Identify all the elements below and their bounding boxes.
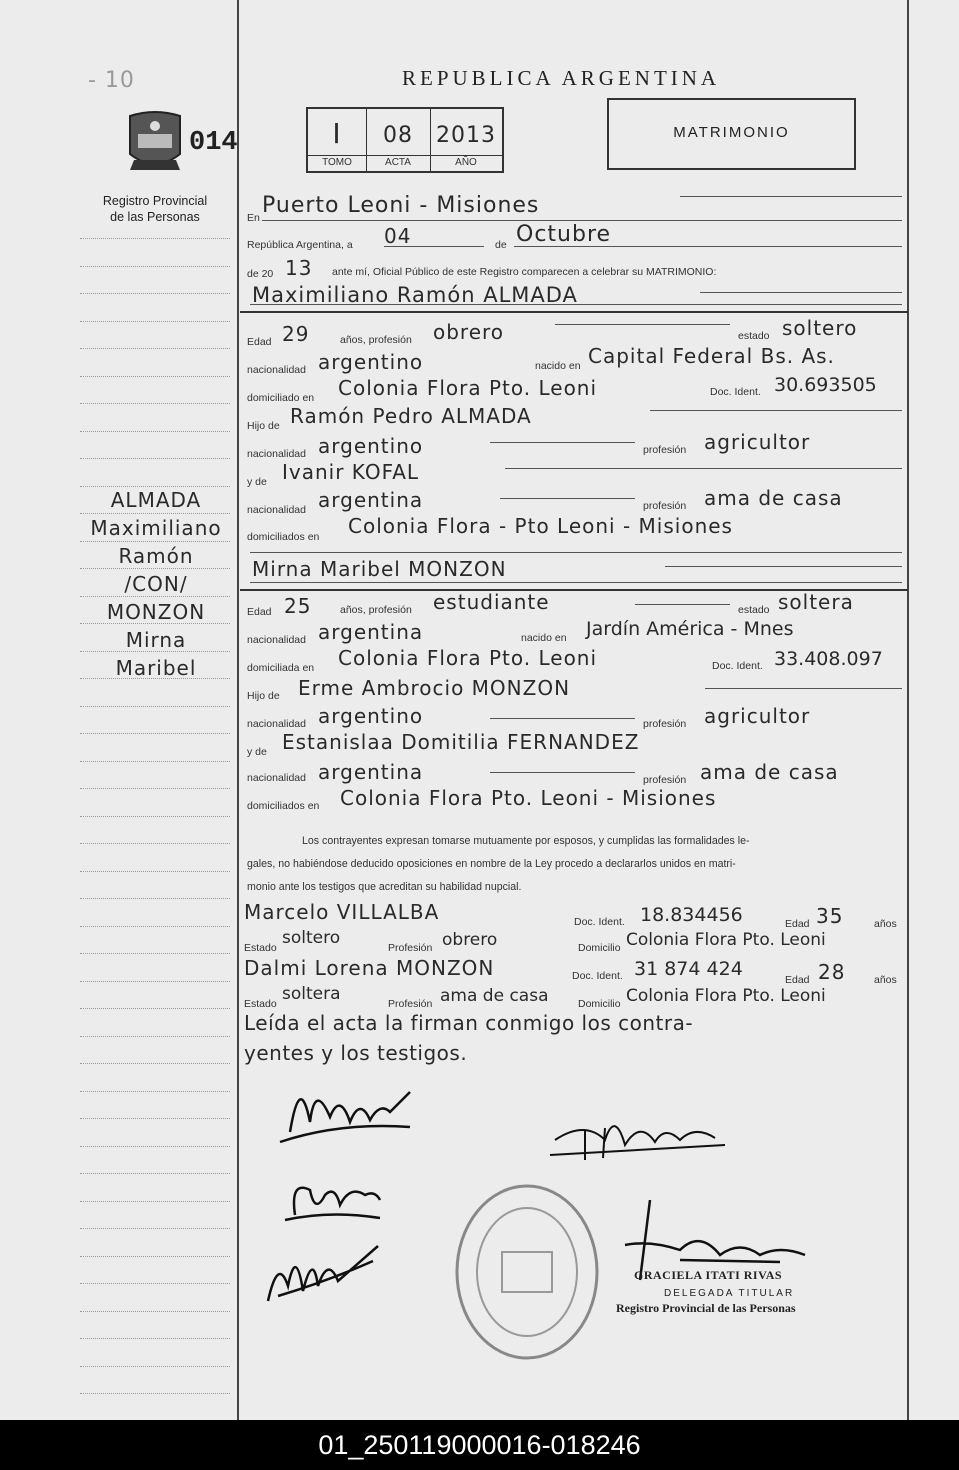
label-profesion: Profesión — [388, 942, 433, 954]
label-edad: Edad — [247, 336, 272, 348]
margin-note — [76, 486, 236, 682]
margin-ruled-line — [80, 1063, 230, 1064]
label-domiciliados: domiciliados en — [247, 531, 320, 543]
label-de: de — [495, 239, 507, 251]
bride-estado: soltera — [778, 590, 854, 614]
label-domiciliado: domiciliado en — [247, 392, 315, 404]
margin-ruled-line — [80, 348, 230, 349]
groom-parents-domicilio: Colonia Flora - Pto Leoni - Misiones — [348, 514, 733, 538]
ano-value: 2013 — [436, 123, 496, 148]
tomo-label: TOMO — [322, 157, 352, 168]
margin-ruled-line — [80, 1036, 230, 1037]
witness1-name: Marcelo VILLALBA — [244, 900, 440, 924]
acta-value: 08 — [383, 123, 413, 148]
intro-year-suffix: 13 — [285, 256, 313, 280]
label-doc: Doc. Ident. — [710, 386, 761, 398]
declaration-line: gales, no habiéndose deducido oposiciones en nombre de la Ley procedo a declararlos unidos en matri- — [247, 858, 736, 870]
intro-text: ante mí, Oficial Público de este Registro comparecen a celebrar su MATRIMONIO: — [332, 266, 717, 278]
tomo-value: I — [332, 117, 342, 150]
groom-estado: soltero — [782, 316, 858, 340]
margin-note-line: Maximiliano — [90, 516, 222, 540]
label-estado: estado — [738, 604, 770, 616]
groom-father: Ramón Pedro ALMADA — [290, 404, 532, 428]
margin-ruled-line — [80, 761, 230, 762]
act-type-box — [607, 98, 856, 170]
label-anos: años — [874, 918, 897, 930]
registry-name-line1: Registro Provincial — [102, 194, 208, 208]
label-nacionalidad: nacionalidad — [247, 634, 306, 646]
groom-father-profesion: agricultor — [704, 430, 811, 454]
margin-ruled-line — [80, 1173, 230, 1174]
margin-ruled-line — [80, 926, 230, 927]
bride-nacido-en: Jardín América - Mnes — [586, 618, 794, 640]
groom-mother-nacionalidad: argentina — [318, 488, 424, 512]
official-org: Registro Provincial de las Personas — [616, 1301, 796, 1315]
closing-line: Leída el acta la firman conmigo los contra- — [244, 1011, 694, 1035]
groom-nacionalidad: argentino — [318, 350, 424, 374]
label-profesion: profesión — [643, 718, 687, 730]
label-anos-profesion: años, profesión — [340, 334, 412, 346]
margin-ruled-line — [80, 238, 230, 239]
intro-place: Puerto Leoni - Misiones — [262, 193, 540, 218]
groom-domicilio: Colonia Flora Pto. Leoni — [338, 376, 598, 400]
witness2-domicilio: Colonia Flora Pto. Leoni — [626, 986, 826, 1006]
label-estado: estado — [738, 330, 770, 342]
intro-month: Octubre — [516, 222, 612, 247]
bride-mother-nacionalidad: argentina — [318, 760, 424, 784]
witness2-doc: 31 874 424 — [634, 958, 743, 980]
margin-ruled-line — [80, 843, 230, 844]
groom-separator — [240, 311, 908, 313]
groom-name: Maximiliano Ramón ALMADA — [252, 283, 578, 307]
signature-witness2 — [258, 1236, 388, 1311]
label-edad: Edad — [785, 918, 810, 930]
country-heading: REPUBLICA ARGENTINA — [402, 66, 721, 90]
closing-text — [244, 1008, 693, 1068]
signature-witness1 — [280, 1170, 390, 1230]
margin-ruled-line — [80, 1311, 230, 1312]
margin-ruled-line — [80, 1393, 230, 1394]
label-profesion: profesión — [643, 774, 687, 786]
margin-note-line: /CON/ — [124, 572, 188, 596]
registry-number: 014 — [189, 128, 238, 158]
label-doc: Doc. Ident. — [572, 970, 623, 982]
bride-doc: 33.408.097 — [774, 648, 883, 670]
label-domicilio: Domicilio — [578, 942, 621, 954]
margin-note-line: Maribel — [115, 656, 197, 680]
closing-line: yentes y los testigos. — [244, 1041, 468, 1065]
label-hijo: Hijo de — [247, 420, 280, 432]
groom-profesion: obrero — [433, 320, 505, 344]
bride-mother-profesion: ama de casa — [700, 760, 839, 784]
margin-note-line: Ramón — [118, 544, 194, 568]
label-nacido: nacido en — [521, 632, 567, 644]
margin-note-line: Mirna — [125, 628, 187, 652]
act-type: MATRIMONIO — [673, 124, 790, 141]
label-anos-profesion: años, profesión — [340, 604, 412, 616]
margin-ruled-line — [80, 871, 230, 872]
bride-parents-domicilio: Colonia Flora Pto. Leoni - Misiones — [340, 786, 717, 810]
groom-doc: 30.693505 — [774, 374, 877, 396]
margin-ruled-line — [80, 981, 230, 982]
margin-ruled-line — [80, 403, 230, 404]
witness2-name: Dalmi Lorena MONZON — [244, 956, 495, 980]
label-profesion: profesión — [643, 500, 687, 512]
label-nacionalidad: nacionalidad — [247, 718, 306, 730]
margin-ruled-line — [80, 953, 230, 954]
label-domiciliada: domiciliada en — [247, 662, 315, 674]
witness1-estado: soltero — [282, 928, 341, 948]
margin-ruled-line — [80, 1256, 230, 1257]
declaration-text — [247, 830, 902, 899]
official-name: GRACIELA ITATI RIVAS — [634, 1268, 783, 1282]
witness1-profesion: obrero — [442, 930, 498, 950]
witness1-doc: 18.834456 — [640, 904, 743, 926]
margin-ruled-line — [80, 1366, 230, 1367]
signature-groom — [270, 1062, 420, 1152]
witness2-edad: 28 — [818, 960, 846, 984]
witness1-edad: 35 — [816, 904, 844, 928]
label-republica: República Argentina, a — [247, 239, 353, 251]
document-code: 01_250119000016-018246 — [0, 1420, 959, 1470]
label-nacionalidad: nacionalidad — [247, 448, 306, 460]
label-doc: Doc. Ident. — [574, 916, 625, 928]
official-title: DELEGADA TITULAR — [664, 1288, 795, 1299]
margin-ruled-line — [80, 1338, 230, 1339]
margin-ruled-line — [80, 1091, 230, 1092]
groom-nacido-en: Capital Federal Bs. As. — [588, 344, 835, 368]
label-edad: Edad — [247, 606, 272, 618]
label-profesion: profesión — [643, 444, 687, 456]
bride-name: Mirna Maribel MONZON — [252, 557, 507, 581]
bride-father: Erme Ambrocio MONZON — [298, 676, 571, 700]
ano-label: AÑO — [455, 157, 477, 168]
margin-ruled-line — [80, 1228, 230, 1229]
margin-ruled-line — [80, 1201, 230, 1202]
label-nacionalidad: nacionalidad — [247, 504, 306, 516]
label-edad: Edad — [785, 974, 810, 986]
bride-father-profesion: agricultor — [704, 704, 811, 728]
margin-ruled-line — [80, 431, 230, 432]
declaration-line: monio ante los testigos que acreditan su habilidad nupcial. — [247, 881, 522, 893]
label-domiciliados: domiciliados en — [247, 800, 320, 812]
acta-label: ACTA — [385, 157, 411, 168]
margin-ruled-line — [80, 266, 230, 267]
declaration-line: Los contrayentes expresan tomarse mutuamente por esposos, y cumplidas las formalidades le- — [302, 835, 750, 847]
margin-ruled-line — [80, 733, 230, 734]
groom-mother-profesion: ama de casa — [704, 486, 843, 510]
registry-name-line2: de las Personas — [110, 210, 200, 224]
label-en: En — [247, 212, 260, 224]
groom-mother: Ivanir KOFAL — [282, 460, 420, 484]
margin-note-line: ALMADA — [110, 488, 202, 512]
registry-name — [80, 193, 230, 225]
label-doc: Doc. Ident. — [712, 660, 763, 672]
bride-nacionalidad: argentina — [318, 620, 424, 644]
margin-ruled-line — [80, 898, 230, 899]
margin-ruled-line — [80, 376, 230, 377]
bride-father-nacionalidad: argentino — [318, 704, 424, 728]
margin-ruled-line — [80, 1146, 230, 1147]
witness2-profesion: ama de casa — [440, 986, 549, 1006]
bride-domicilio: Colonia Flora Pto. Leoni — [338, 646, 598, 670]
label-anos: años — [874, 974, 897, 986]
bride-edad: 25 — [284, 594, 312, 618]
province-seal-icon — [124, 110, 186, 178]
label-domicilio: Domicilio — [578, 998, 621, 1010]
margin-note-line: MONZON — [106, 600, 206, 624]
official-stamp-icon — [452, 1182, 602, 1362]
groom-edad: 29 — [282, 322, 310, 346]
margin-ruled-line — [80, 1008, 230, 1009]
margin-ruled-line — [80, 1283, 230, 1284]
margin-ruled-line — [80, 321, 230, 322]
groom-father-nacionalidad: argentino — [318, 434, 424, 458]
margin-divider — [237, 0, 239, 1420]
witness2-estado: soltera — [282, 984, 341, 1004]
margin-ruled-line — [80, 293, 230, 294]
margin-ruled-line — [80, 788, 230, 789]
label-nacido: nacido en — [535, 360, 581, 372]
margin-ruled-line — [80, 816, 230, 817]
margin-ruled-line — [80, 458, 230, 459]
label-yde: y de — [247, 746, 267, 758]
label-nacionalidad: nacionalidad — [247, 772, 306, 784]
right-border — [907, 0, 909, 1420]
label-nacionalidad: nacionalidad — [247, 364, 306, 376]
signature-bride — [545, 1100, 735, 1170]
label-profesion: Profesión — [388, 998, 433, 1010]
page-mark: - 10 — [88, 68, 135, 93]
bride-profesion: estudiante — [433, 590, 550, 614]
label-year-prefix: de 20 — [247, 268, 274, 280]
label-hijo: Hijo de — [247, 690, 280, 702]
label-yde: y de — [247, 476, 267, 488]
witness1-domicilio: Colonia Flora Pto. Leoni — [626, 930, 826, 950]
label-estado: Estado — [244, 942, 277, 954]
margin-ruled-line — [80, 706, 230, 707]
intro-day: 04 — [384, 224, 412, 248]
label-estado: Estado — [244, 998, 277, 1010]
bride-mother: Estanislaa Domitilia FERNANDEZ — [282, 730, 640, 754]
tomo-acta-ano-box — [306, 107, 504, 173]
margin-ruled-line — [80, 1118, 230, 1119]
